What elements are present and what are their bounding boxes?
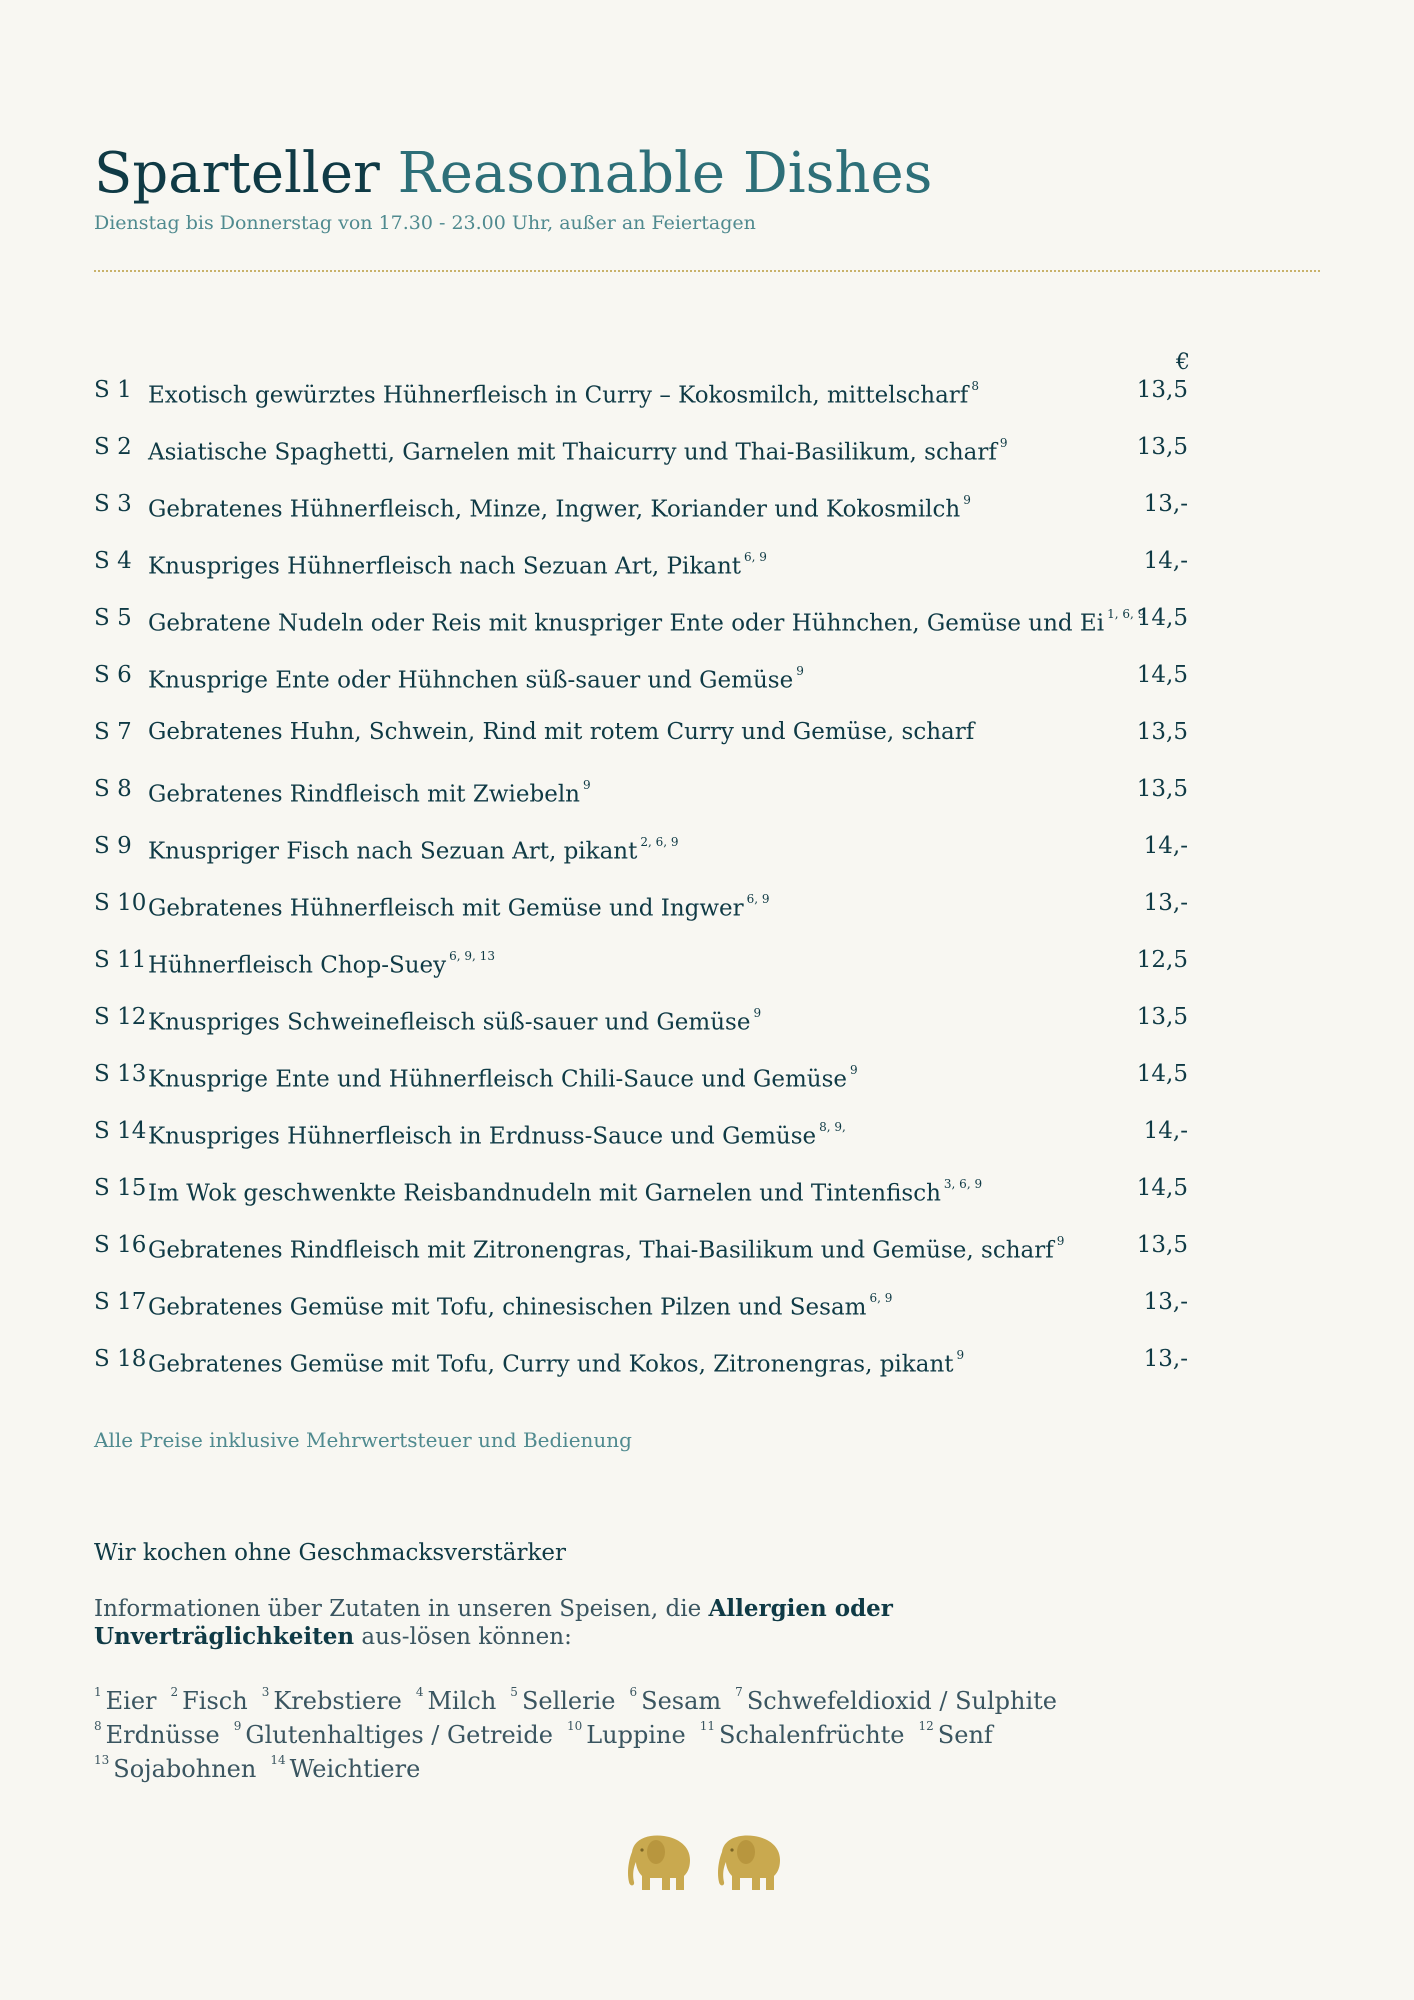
menu-item	[94, 1225, 1194, 1282]
item-code: S 11	[94, 947, 147, 973]
allergy-info-prefix: Informationen über Zutaten in unseren Speisen, die	[94, 1596, 702, 1622]
item-name-text: Exotisch gewürztes Hühnerfleisch in Curry – Kokosmilch, mittelscharf	[148, 382, 969, 409]
allergen-label: Glutenhaltiges / Getreide	[245, 1721, 553, 1749]
allergen-label: Schwefeldioxid / Sulphite	[746, 1687, 1057, 1715]
menu-item	[94, 826, 1194, 883]
item-name-text: Gebratenes Gemüse mit Tofu, Curry und Kokos, Zitronengras, pikant	[148, 1351, 954, 1378]
item-allergens: 3, 6, 9	[943, 1177, 983, 1191]
item-allergens: 9	[753, 1006, 762, 1020]
allergen-entry	[234, 1721, 553, 1749]
item-name-text: Im Wok geschwenkte Reisbandnudeln mit Garnelen und Tintenfisch	[148, 1180, 941, 1207]
item-name	[148, 826, 679, 872]
page-title	[94, 138, 932, 210]
item-code: S 18	[94, 1346, 147, 1372]
item-name	[148, 1054, 858, 1100]
opening-hours: Dienstag bis Donnerstag von 17.30 - 23.00 Uhr, außer an Feiertagen	[94, 212, 756, 234]
currency-symbol: €	[1176, 350, 1190, 375]
item-price: 13,5	[1136, 1232, 1188, 1258]
item-code: S 14	[94, 1118, 147, 1144]
item-name	[148, 1168, 982, 1214]
allergen-entry	[94, 1687, 157, 1715]
item-name-text: Hühnerfleisch Chop-Suey	[148, 952, 447, 979]
item-name	[148, 541, 767, 587]
item-allergens: 6, 9	[869, 1291, 893, 1305]
item-code: S 3	[94, 491, 132, 517]
item-name-text: Gebratenes Gemüse mit Tofu, chinesischen Pilzen und Sesam	[148, 1294, 867, 1321]
item-price: 13,-	[1143, 1346, 1188, 1372]
allergen-entry	[919, 1721, 993, 1749]
allergen-label: Fisch	[182, 1687, 248, 1715]
allergen-number: 7	[735, 1685, 743, 1699]
menu-item	[94, 1282, 1194, 1339]
item-price: 13,5	[1136, 776, 1188, 802]
item-name-text: Gebratene Nudeln oder Reis mit knuspriger Ente oder Hühnchen, Gemüse und Ei	[148, 610, 1105, 637]
allergen-entry	[630, 1687, 722, 1715]
allergen-number: 11	[699, 1719, 715, 1733]
item-price: 14,-	[1143, 1118, 1188, 1144]
item-allergens: 6, 9, 13	[449, 949, 495, 963]
allergen-line	[94, 1716, 1194, 1750]
menu-item	[94, 997, 1194, 1054]
item-code: S 7	[94, 719, 132, 745]
allergen-number: 10	[566, 1719, 583, 1733]
allergen-number: 2	[170, 1685, 179, 1699]
allergen-entry	[735, 1687, 1057, 1715]
allergy-info	[94, 1595, 1134, 1651]
menu-item	[94, 712, 1194, 769]
item-name	[148, 712, 974, 752]
item-name-text: Knusprige Ente oder Hühnchen süß-sauer und Gemüse	[148, 667, 794, 694]
item-name-text: Asiatische Spaghetti, Garnelen mit Thaicurry und Thai-Basilikum, scharf	[148, 439, 997, 466]
menu-item	[94, 370, 1194, 427]
title-sub: Reasonable Dishes	[397, 141, 933, 206]
allergy-info-suffix: aus-lösen können:	[361, 1624, 572, 1650]
item-allergens: 8, 9,	[819, 1120, 846, 1134]
item-code: S 10	[94, 890, 147, 916]
item-code: S 2	[94, 434, 132, 460]
item-name	[148, 484, 971, 530]
allergen-number: 13	[94, 1753, 110, 1767]
allergen-label: Luppine	[586, 1721, 686, 1749]
item-allergens: 6, 9	[746, 892, 770, 906]
item-code: S 4	[94, 548, 132, 574]
item-price: 14,5	[1136, 605, 1188, 631]
item-name	[148, 940, 495, 986]
item-allergens: 9	[796, 664, 804, 678]
item-allergens: 9	[963, 493, 971, 507]
item-name	[148, 769, 591, 815]
no-msg-heading: Wir kochen ohne Geschmacksverstärker	[94, 1540, 567, 1566]
item-name-text: Gebratenes Huhn, Schwein, Rind mit rotem Curry und Gemüse, scharf	[148, 719, 975, 745]
item-allergens: 2, 6, 9	[640, 835, 679, 849]
allergen-label: Krebstiere	[273, 1687, 402, 1715]
allergen-label: Sojabohnen	[113, 1755, 257, 1783]
item-name	[148, 1282, 892, 1328]
allergen-number: 6	[629, 1685, 638, 1699]
allergen-label: Schalenfrüchte	[718, 1721, 905, 1749]
item-name-text: Knuspriger Fisch nach Sezuan Art, pikant	[148, 838, 638, 865]
item-allergens: 9	[850, 1063, 858, 1077]
item-name-text: Knuspriges Hühnerfleisch in Erdnuss-Sauce und Gemüse	[148, 1123, 817, 1150]
item-code: S 8	[94, 776, 132, 802]
item-price: 13,-	[1143, 491, 1188, 517]
allergen-number: 5	[510, 1685, 518, 1699]
item-code: S 15	[94, 1175, 147, 1201]
item-price: 13,5	[1136, 377, 1188, 403]
allergen-entry	[567, 1721, 686, 1749]
item-code: S 12	[94, 1004, 147, 1030]
item-allergens: 1, 6, 9	[1107, 607, 1146, 621]
elephant-icon	[710, 1830, 786, 1892]
allergen-label: Erdnüsse	[105, 1721, 220, 1749]
item-name-text: Gebratenes Hühnerfleisch, Minze, Ingwer, Koriander und Kokosmilch	[148, 496, 961, 523]
menu-list	[94, 370, 1194, 1396]
item-allergens: 9	[1056, 1234, 1065, 1248]
menu-item	[94, 940, 1194, 997]
allergen-number: 9	[233, 1719, 242, 1733]
item-allergens: 9	[999, 436, 1008, 450]
item-name	[148, 1339, 964, 1385]
menu-item	[94, 1339, 1194, 1396]
elephant-icon	[620, 1830, 696, 1892]
allergen-number: 8	[94, 1719, 102, 1733]
item-allergens: 9	[583, 778, 591, 792]
menu-item	[94, 769, 1194, 826]
title-main: Sparteller	[94, 141, 380, 206]
allergen-legend	[94, 1682, 1194, 1784]
item-name-text: Knuspriges Hühnerfleisch nach Sezuan Art, Pikant	[148, 553, 742, 580]
price-note: Alle Preise inklusive Mehrwertsteuer und Bedienung	[94, 1428, 632, 1452]
item-allergens: 9	[956, 1348, 965, 1362]
allergen-label: Sellerie	[521, 1687, 616, 1715]
menu-item	[94, 1168, 1194, 1225]
item-price: 14,-	[1143, 833, 1188, 859]
allergen-entry	[270, 1755, 420, 1783]
menu-item	[94, 484, 1194, 541]
allergen-label: Senf	[937, 1721, 993, 1749]
item-name-text: Gebratenes Rindfleisch mit Zwiebeln	[148, 781, 580, 808]
menu-item	[94, 598, 1194, 655]
item-price: 13,5	[1136, 434, 1188, 460]
item-name	[148, 1225, 1064, 1271]
item-name	[148, 1111, 846, 1157]
item-code: S 1	[94, 377, 132, 403]
item-name	[148, 655, 804, 701]
allergen-line	[94, 1750, 1194, 1784]
item-price: 14,5	[1136, 662, 1188, 688]
item-price: 12,5	[1136, 947, 1188, 973]
item-name	[148, 997, 761, 1043]
item-allergens: 6, 9	[744, 550, 767, 564]
allergen-number: 4	[415, 1685, 424, 1699]
item-allergens: 8	[971, 379, 979, 393]
item-code: S 5	[94, 605, 132, 631]
menu-item	[94, 883, 1194, 940]
allergen-label: Sesam	[641, 1687, 722, 1715]
allergen-number: 14	[270, 1753, 286, 1767]
allergen-entry	[94, 1721, 220, 1749]
item-name	[148, 427, 1008, 473]
allergen-number: 1	[94, 1685, 102, 1699]
logo	[620, 1830, 786, 1892]
allergen-entry	[510, 1687, 615, 1715]
dotted-divider	[94, 270, 1320, 272]
item-code: S 13	[94, 1061, 147, 1087]
allergen-label: Milch	[427, 1687, 497, 1715]
item-name-text: Gebratenes Hühnerfleisch mit Gemüse und Ingwer	[148, 895, 744, 922]
item-name-text: Knuspriges Schweinefleisch süß-sauer und Gemüse	[148, 1009, 751, 1036]
item-name-text: Gebratenes Rindfleisch mit Zitronengras, Thai-Basilikum und Gemüse, scharf	[148, 1237, 1054, 1264]
item-code: S 17	[94, 1289, 147, 1315]
allergen-label: Eier	[105, 1687, 157, 1715]
item-price: 14,-	[1143, 548, 1188, 574]
item-price: 14,5	[1136, 1175, 1188, 1201]
item-code: S 16	[94, 1232, 147, 1258]
allergen-number: 12	[918, 1719, 934, 1733]
menu-item	[94, 427, 1194, 484]
item-price: 13,-	[1143, 890, 1188, 916]
allergen-label: Weichtiere	[289, 1755, 421, 1783]
item-code: S 6	[94, 662, 132, 688]
item-name-text: Knusprige Ente und Hühnerfleisch Chili-Sauce und Gemüse	[148, 1066, 847, 1093]
menu-item	[94, 1054, 1194, 1111]
menu-item	[94, 1111, 1194, 1168]
item-name	[148, 370, 979, 416]
allergen-entry	[171, 1687, 248, 1715]
item-code: S 9	[94, 833, 132, 859]
allergy-info-bold: Allergien oder Unverträglichkeiten	[94, 1595, 893, 1650]
menu-item	[94, 541, 1194, 598]
allergen-line	[94, 1682, 1194, 1716]
item-price: 14,5	[1136, 1061, 1188, 1087]
allergen-entry	[94, 1755, 256, 1783]
allergen-entry	[416, 1687, 496, 1715]
item-price: 13,5	[1136, 719, 1188, 745]
item-name	[148, 883, 770, 929]
allergen-entry	[262, 1687, 402, 1715]
item-name	[148, 598, 1145, 644]
allergen-entry	[700, 1721, 905, 1749]
item-price: 13,-	[1143, 1289, 1188, 1315]
menu-item	[94, 655, 1194, 712]
allergen-number: 3	[261, 1685, 270, 1699]
item-price: 13,5	[1136, 1004, 1188, 1030]
